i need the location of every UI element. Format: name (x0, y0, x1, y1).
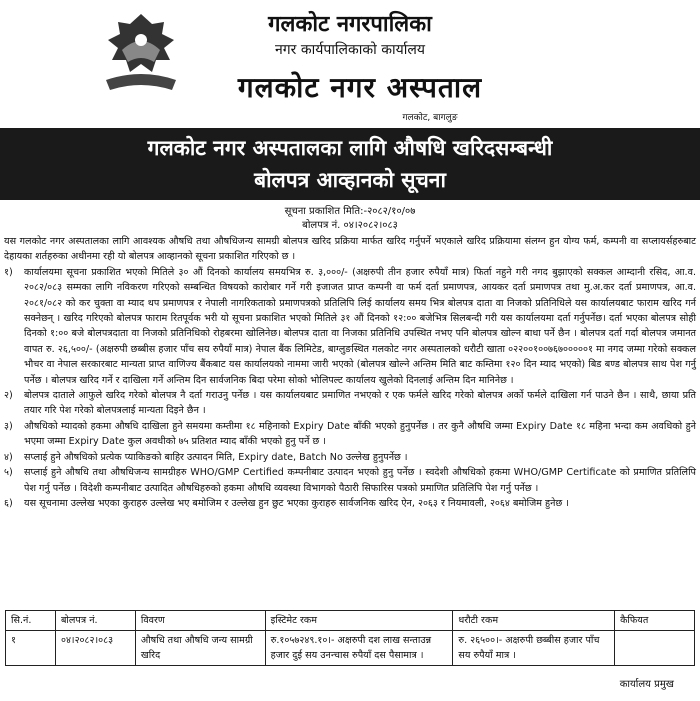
cell-sn: १ (6, 631, 56, 666)
office-name: नगर कार्यपालिकाको कार्यालय (275, 42, 425, 58)
col-header-tender-no: बोलपत्र नं. (55, 611, 135, 631)
cell-remarks (615, 631, 695, 666)
item-number: ४) (4, 451, 13, 463)
office-address: गलकोट, बागलुङ (402, 113, 458, 123)
cell-description: औषधि तथा औषधि जन्य सामग्री खरिद (135, 631, 265, 666)
item-number: ६) (4, 497, 13, 509)
notice-title-line1: गलकोट नगर अस्पतालका लागि औषधि खरिदसम्बन्धी (147, 136, 553, 160)
cell-estimate: रु.१०५७२४९.१०।- अक्षरुपी दश लाख सन्ताउन्न हजार दुई सय उनन्चास रुपैयाँ दस पैसामात्र । (265, 631, 453, 666)
item-text: औषधिको म्यादको हकमा औषधि दाखिला हुने समयमा कम्तीमा १८ महिनाको Expiry Date बाँकी भएको हुनुपर्नेछ । तर कुनै औषधि जम्मा Expiry Date १८ महिना भन्दा कम अवधिको हुने भएमा जम्मा Expiry Date कुल अवधीको ७५ प्रतिशत म्याद बाँकी भएको हुनु पर्ने छ । (24, 420, 696, 448)
condition-item (4, 419, 696, 450)
condition-item (4, 496, 696, 511)
tender-number: बोलपत्र नं. ०४।२०८२।०८३ (302, 220, 398, 231)
publish-date: सूचना प्रकाशित मिति:-२०८२/१०/०७ (284, 206, 416, 217)
condition-item (4, 388, 696, 419)
col-header-estimate: इस्टिमेट रकम (265, 611, 453, 631)
item-number: ३) (4, 420, 13, 432)
signatory-title: कार्यालय प्रमुख (619, 679, 674, 690)
item-text: सप्लाई हुने औषधिको प्रत्येक प्याकिङको बाहिर उत्पादन मिति, Expiry date, Batch No उल्लेख हुनुपर्नेछ । (24, 451, 408, 463)
table-header-row (6, 611, 695, 631)
cell-tender-no: ०४।२०८२।०८३ (55, 631, 135, 666)
item-text: बोलपत्र दाताले आफुले खरिद गरेको बोलपत्र नै दर्ता गराउनु पर्नेछ । यस कार्यालयबाट प्रमाणित नभएको र एक फर्मले खरिद गरेको बोलपत्र अर्को फर्मले दाखिला गर्न पाउने छैन । साथै, छाया प्रति तयार गरि पेश गरेको बोलपत्रलाई मान्यता दिइने छैन । (24, 390, 696, 417)
condition-item (4, 450, 696, 465)
condition-item (4, 465, 696, 496)
letterhead (0, 0, 700, 122)
col-header-description: विवरण (135, 611, 265, 631)
notice-title-banner (0, 128, 700, 200)
condition-item (4, 265, 696, 388)
municipality-name: गलकोट नगरपालिका (268, 12, 432, 37)
cell-deposit: रु. २६५००।- अक्षरुपी छब्बीस हजार पाँच सय रुपैयाँ मात्र । (453, 631, 615, 666)
tender-table (5, 610, 695, 666)
hospital-name: गलकोट नगर अस्पताल (237, 71, 483, 104)
notice-title-line2: बोलपत्र आव्हानको सूचना (254, 168, 446, 192)
col-header-remarks: कैफियत (615, 611, 695, 631)
intro-paragraph: यस गलकोट नगर अस्पतालका लागि आवश्यक औषधि तथा औषधिजन्य सामग्री बोलपत्र खरिद प्रक्रिया मार्फत खरिद गर्नुपर्ने भएकाले खरिद प्रक्रियामा संलग्न हुन योग्य फर्म, कम्पनी वा सप्लायर्सहरुबाट देहायका शर्तहरुका अधीनमा रही यो बोलपत्र आव्हानको सूचना प्रकाशित गरिएको छ । (4, 236, 696, 263)
table-row (6, 631, 695, 666)
notice-body (4, 234, 696, 511)
item-text: सप्लाई हुने औषधि तथा औषधिजन्य सामग्रीहरु WHO/GMP Certified कम्पनीबाट उत्पादन भएको हुनु पर्नेछ । स्वदेशी औषधिको हकमा WHO/GMP Certificate को प्रमाणित प्रतिलिपि पेश गर्नु पर्नेछ । विदेशी कम्पनीबाट उत्पादित औषधिहरुको हकमा औषधि व्यवस्था विभागको पैठारी सिफारिस पत्रको प्रमाणित प्रतिलिपि पेश गर्नु पर्नेछ । (24, 467, 696, 494)
item-text: यस सूचनामा उल्लेख भएका कुराहरु उल्लेख भए बमोजिम र उल्लेख हुन छुट भएका कुराहरु सार्वजनिक खरिद ऐन, २०६३ र नियमावली, २०६४ बमोजिम हुनेछ । (24, 497, 569, 509)
item-number: २) (4, 390, 13, 402)
nepal-emblem-icon (92, 10, 190, 98)
item-number: ५) (4, 467, 13, 479)
item-text: कार्यालयमा सूचना प्रकाशित भएको मितिले ३० औं दिनको कार्यालय समयभित्र रु. ३,०००/- (अक्षरुपी तीन हजार रुपैयाँ मात्र) फिर्ता नहुने गरी नगद बुझाएको सक्कल आम्दानी रसिद, आ.व. २०८२/०८३ सम्मका लागि नविकरण गरिएको सम्बन्धित विषयको कारोबार गर्ने गरी इजाजत प्राप्त कम्पनी वा फर्म दर्ता प्रमाणपत्र, आयकर दर्ता प्रमाणपत्र तथा मु.अ.कर दर्ता प्रमाणपत्र, आ.व. २०८१/०८२ को कर चुक्ता वा म्याद थप प्रमाणपत्र र नेपाली नागरिकताको प्रमाणपत्रको प्रतिलिपि लिई कार्यालय समय भित्र बोलपत्र दाता वा निजको प्रतिनिधिले यस कार्यालयबाट फाराम खरिद गर्न सक्नेछन् । खरिद गरिएको बोलपत्र फाराम रितपूर्वक भरी यो सूचना प्रकाशित भएको मितिले ३१ औं दिनको १२:०० बजेभित्र सिलबन्दी गरी यस कार्यालयमा दर्ता गर्नुपर्नेछ। दर्ता भएका बोलपत्र सोही दिनको १:०० बजे बोलपत्रदाता वा निजको प्रतिनिधिको रोहबरमा खोलिनेछ। बोलपत्र दाता वा निजका प्रतिनिधि उपस्थित नभए पनि बोलपत्र खोल्न बाधा पर्ने छैन । बोलपत्र दर्ता गर्दा बोलपत्र जमानत वापत रु. २६,५००/- (अक्षरुपी छब्बीस हजार पाँच सय रुपैयाँ मात्र) नेपाल बैंक लिमिटेड, बाग्लुङस्थित गलकोट नगर अस्पतालको धरौटी खाता ०२२००१००७६७०००००१ मा नगद जम्मा गरेको सक्कल भौचर वा नेपाल सरकारबाट मान्यता प्राप्त वाणिज्य बैंकबाट यस कार्यालयको नाममा जारी भएको (बोलपत्र खोल्ने अन्तिम मिति बाट कम्तिमा १२० दिन म्याद भएको) बिड बण्ड बोलपत्र साथ पेश गर्नु पर्नेछ । बोलपत्र खरिद गर्ने र दाखिला गर्ने अन्तिम दिन सार्वजनिक बिदा परेमा सोको भोलिपल्ट कार्यालय खुलेको दिनलाई अन्तिम दिन मानिनेछ । (24, 266, 696, 386)
notice-meta (0, 205, 700, 233)
col-header-deposit: धरौटी रकम (453, 611, 615, 631)
item-number: १) (4, 266, 13, 278)
col-header-sn: सि.नं. (6, 611, 56, 631)
